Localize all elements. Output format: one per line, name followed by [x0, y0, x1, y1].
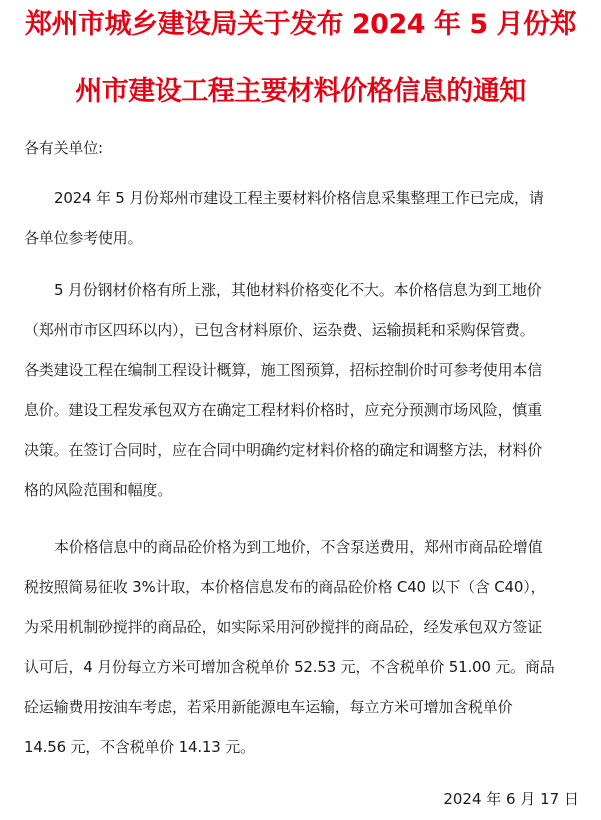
paragraph-line: 砼运输费用按油车考虑，若采用新能源电车运输，每立方米可增加含税单价 [24, 698, 513, 716]
paragraph-line: 税按照简易征收 3%计取，本价格信息发布的商品砼价格 C40 以下（含 C40）， [24, 578, 546, 596]
paragraph-line: 2024 年 5 月份郑州市建设工程主要材料价格信息采集整理工作已完成，请 [54, 189, 544, 207]
title-line-1: 郑州市城乡建设局关于发布 2024 年 5 月份郑 [24, 9, 577, 40]
paragraph-line: 各类建设工程在编制工程设计概算，施工图预算，招标控制价时可参考使用本信 [24, 361, 543, 379]
paragraph-line: 认可后，4 月份每立方米可增加含税单价 52.53 元，不含税单价 51.00 元。商品 [24, 658, 555, 676]
paragraph-line: 格的风险范围和幅度。 [24, 481, 173, 499]
paragraph-line: 为采用机制砂搅拌的商品砼，如实际采用河砂搅拌的商品砼，经发承包双方签证 [24, 618, 543, 636]
paragraph-line: 息价。建设工程发承包双方在确定工程材料价格时，应充分预测市场风险，慎重 [24, 401, 543, 419]
issue-date: 2024 年 6 月 17 日 [443, 790, 579, 808]
paragraph-line: 5 月份钢材价格有所上涨，其他材料价格变化不大。本价格信息为到工地价 [54, 281, 542, 299]
paragraph-line: 14.56 元，不含税单价 14.13 元。 [24, 738, 255, 756]
paragraph-1 [24, 178, 580, 258]
paragraph-line: 各单位参考使用。 [24, 229, 143, 247]
paragraph-line: 决策。在签订合同时，应在合同中明确约定材料价格的确定和调整方法，材料价 [24, 441, 543, 459]
paragraph-line: 本价格信息中的商品砼价格为到工地价，不含泵送费用，郑州市商品砼增值 [54, 538, 543, 556]
paragraph-3 [24, 527, 580, 767]
title-line-2: 州市建设工程主要材料价格信息的通知 [75, 76, 526, 107]
paragraph-2 [24, 270, 580, 510]
salutation: 各有关单位: [24, 139, 103, 157]
paragraph-line: （郑州市市区四环以内），已包含材料原价、运杂费、运输损耗和采购保管费。 [24, 321, 535, 339]
